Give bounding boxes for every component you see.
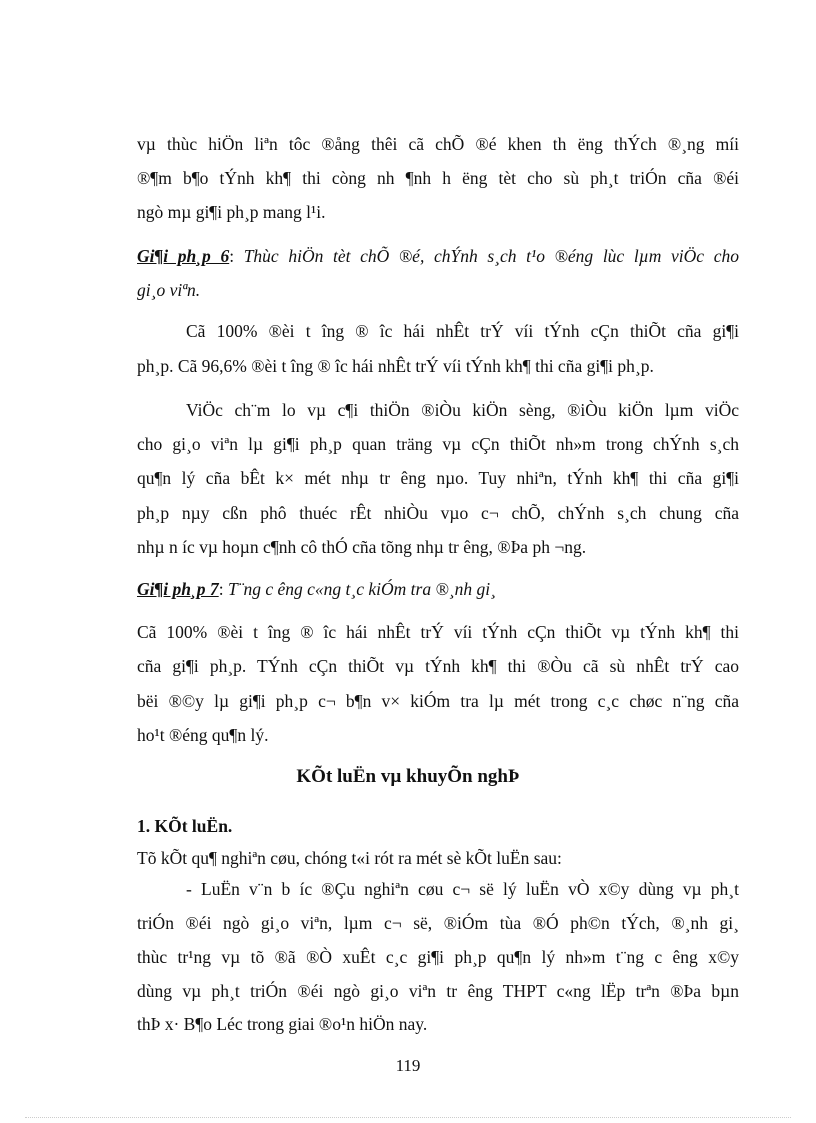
text-line: nhµ n íc vµ hoµn c¶nh cô thÓ cña tõng nhµ tr êng, ®Þa ph ¬ng. [137, 537, 587, 557]
text-line: Tõ kÕt qu¶ nghiªn cøu, chóng t«i rót ra mét sè kÕt luËn sau: [137, 848, 562, 868]
text-line: ho¹t ®éng qu¶n lý. [137, 725, 269, 745]
solution-6-separator: : [229, 246, 244, 266]
text-line: - LuËn v¨n b íc ®Çu nghiªn cøu c¬ së lý luËn vÒ x©y dùng vµ ph¸t [186, 879, 739, 899]
section-title: KÕt luËn vµ khuyÕn nghÞ [296, 766, 520, 787]
page-number: 119 [395, 1056, 421, 1075]
text-line: cña gi¶i ph¸p. TÝnh cÇn thiÕt vµ tÝnh kh¶ thi ®Òu cã sù nhÊt trÝ cao [137, 656, 739, 676]
solution-6-title: Thùc hiÖn tèt chÕ ®é, chÝnh s¸ch t¹o ®éng lùc lµm viÖc cho [243, 246, 739, 266]
solution-7-title: T¨ng c êng c«ng t¸c kiÓm tra ®¸nh gi¸ [227, 579, 496, 599]
page-bottom-divider [25, 1117, 791, 1118]
solution-6-label: Gi¶i ph¸p 6 [137, 246, 230, 266]
solution-6-heading [137, 244, 739, 268]
text-line: thÞ x· B¶o Léc trong giai ®o¹n hiÖn nay. [137, 1014, 428, 1034]
solution-7-label: Gi¶i ph¸p 7 [137, 579, 219, 599]
text-line: cho gi¸o viªn lµ gi¶i ph¸p quan träng vµ cÇn thiÕt nh»m trong chÝnh s¸ch [137, 434, 739, 454]
text-line: ph¸p. Cã 96,6% ®èi t îng ® îc hái nhÊt trÝ víi tÝnh kh¶ thi cña gi¶i ph¸p. [137, 356, 654, 376]
text-line: dùng vµ ph¸t triÓn ®éi ngò gi¸o viªn tr êng THPT c«ng lËp trªn ®Þa bµn [137, 981, 739, 1001]
subsection-title: 1. KÕt luËn. [137, 816, 233, 836]
text-line: bëi ®©y lµ gi¶i ph¸p c¬ b¶n v× kiÓm tra lµ mét trong c¸c chøc n¨ng cña [137, 691, 739, 711]
solution-7-heading [137, 577, 739, 601]
text-line: triÓn ®éi ngò gi¸o viªn, lµm c¬ së, ®iÓm tùa ®Ó ph©n tÝch, ®¸nh gi¸ [137, 913, 739, 933]
text-line: ph¸p nµy cßn phô thuéc rÊt nhiÒu vµo c¬ chÕ, chÝnh s¸ch chung cña [137, 503, 739, 523]
text-line: Cã 100% ®èi t îng ® îc hái nhÊt trÝ víi tÝnh cÇn thiÕt vµ tÝnh kh¶ thi [137, 622, 739, 642]
text-line: vµ thùc hiÖn liªn tôc ®ång thêi cã chÕ ®é khen th ëng thÝch ®¸ng míi [137, 134, 739, 154]
text-line: qu¶n lý cña bÊt k× mét nhµ tr êng nµo. Tuy nhiªn, tÝnh kh¶ thi cña gi¶i [137, 468, 739, 488]
text-line: thùc tr¹ng vµ tõ ®ã ®Ò xuÊt c¸c gi¶i ph¸p qu¶n lý nh»m t¨ng c êng x©y [137, 947, 739, 967]
text-line: ngò mµ gi¶i ph¸p mang l¹i. [137, 202, 326, 222]
text-line: ®¶m b¶o tÝnh kh¶ thi còng nh ¶nh h ëng tèt cho sù ph¸t triÓn cña ®éi [137, 168, 739, 188]
solution-6-title-continued: gi¸o viªn. [137, 280, 201, 300]
text-line: Cã 100% ®èi t îng ® îc hái nhÊt trÝ víi tÝnh cÇn thiÕt cña gi¶i [186, 321, 739, 341]
solution-7-separator: : [218, 579, 228, 599]
text-line: ViÖc ch¨m lo vµ c¶i thiÖn ®iÒu kiÖn sèng, ®iÒu kiÖn lµm viÖc [186, 400, 739, 420]
